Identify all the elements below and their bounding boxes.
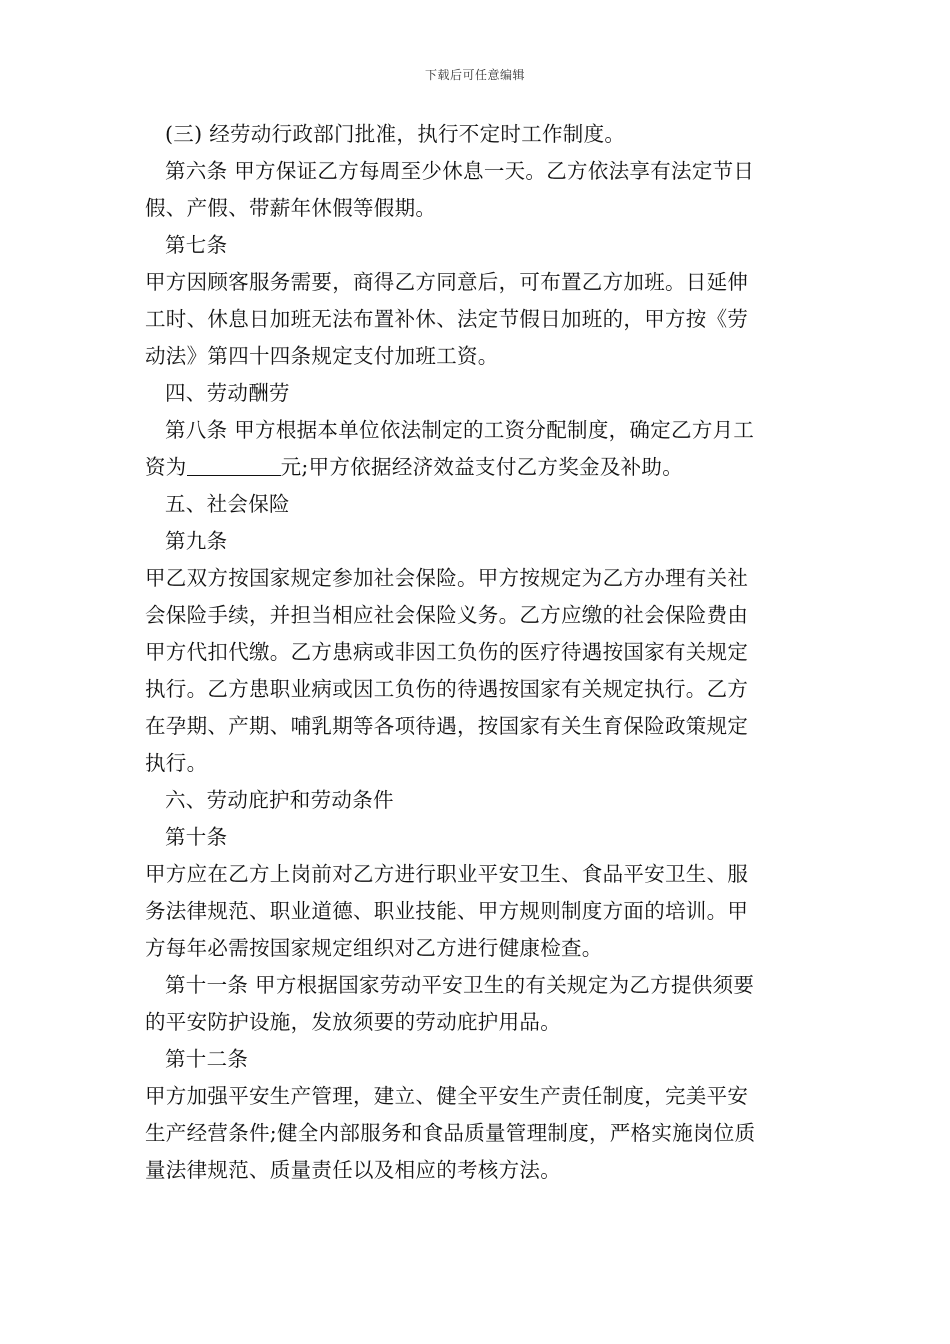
section-heading: 四、劳动酬劳	[165, 381, 290, 405]
paragraph-line: 工时、休息日加班无法布置补休、法定节假日加班的，甲方按《劳	[145, 307, 749, 331]
paragraph-line: 会保险手续，并担当相应社会保险义务。乙方应缴的社会保险费由	[145, 603, 749, 627]
paragraph-line: 甲乙双方按国家规定参加社会保险。甲方按规定为乙方办理有关社	[145, 566, 749, 590]
section-heading: 六、劳动庇护和劳动条件	[165, 788, 394, 812]
paragraph-line: 执行。乙方患职业病或因工负伤的待遇按国家有关规定执行。乙方	[145, 677, 749, 701]
line-text-after: 元;甲方依据经济效益支付乙方奖金及补助。	[280, 455, 684, 479]
article-heading: 第十二条	[165, 1047, 249, 1071]
paragraph-line: 的平安防护设施，发放须要的劳动庇护用品。	[145, 1010, 561, 1034]
paragraph-line: (三) 经劳动行政部门批准，执行不定时工作制度。	[165, 122, 626, 146]
article-heading: 第七条	[165, 233, 228, 257]
paragraph-line: 执行。	[145, 751, 208, 775]
paragraph-line: 生产经营条件;健全内部服务和食品质量管理制度，严格实施岗位质	[145, 1121, 756, 1145]
paragraph-line: 甲方应在乙方上岗前对乙方进行职业平安卫生、食品平安卫生、服	[145, 862, 749, 886]
article-heading: 第九条	[165, 529, 228, 553]
paragraph-line: 第八条 甲方根据本单位依法制定的工资分配制度，确定乙方月工	[165, 418, 755, 442]
paragraph-line: 在孕期、产期、哺乳期等各项待遇，按国家有关生育保险政策规定	[145, 714, 749, 738]
paragraph-line: 务法律规范、职业道德、职业技能、甲方规则制度方面的培训。甲	[145, 899, 749, 923]
article-heading: 第十条	[165, 825, 228, 849]
paragraph-line: 第六条 甲方保证乙方每周至少休息一天。乙方依法享有法定节日	[165, 159, 755, 183]
paragraph-line: 假、产假、带薪年休假等假期。	[145, 196, 437, 220]
paragraph-line-with-blank	[145, 449, 807, 486]
paragraph-line: 方每年必需按国家规定组织对乙方进行健康检查。	[145, 936, 603, 960]
page-header: 下载后可任意编辑	[424, 68, 525, 82]
paragraph-line: 甲方加强平安生产管理，建立、健全平安生产责任制度，完美平安	[145, 1084, 749, 1108]
paragraph-line: 动法》第四十四条规定支付加班工资。	[145, 344, 499, 368]
paragraph-line: 量法律规范、质量责任以及相应的考核方法。	[145, 1158, 561, 1182]
paragraph-line: 第十一条 甲方根据国家劳动平安卫生的有关规定为乙方提供须要	[165, 973, 755, 997]
salary-blank-field	[187, 453, 281, 476]
section-heading: 五、社会保险	[165, 492, 290, 516]
paragraph-line: 甲方代扣代缴。乙方患病或非因工负伤的医疗待遇按国家有关规定	[145, 640, 749, 664]
document-body	[145, 116, 807, 1189]
paragraph-line: 甲方因顾客服务需要，商得乙方同意后，可布置乙方加班。日延伸	[145, 270, 749, 294]
line-text-before: 资为	[145, 455, 187, 479]
